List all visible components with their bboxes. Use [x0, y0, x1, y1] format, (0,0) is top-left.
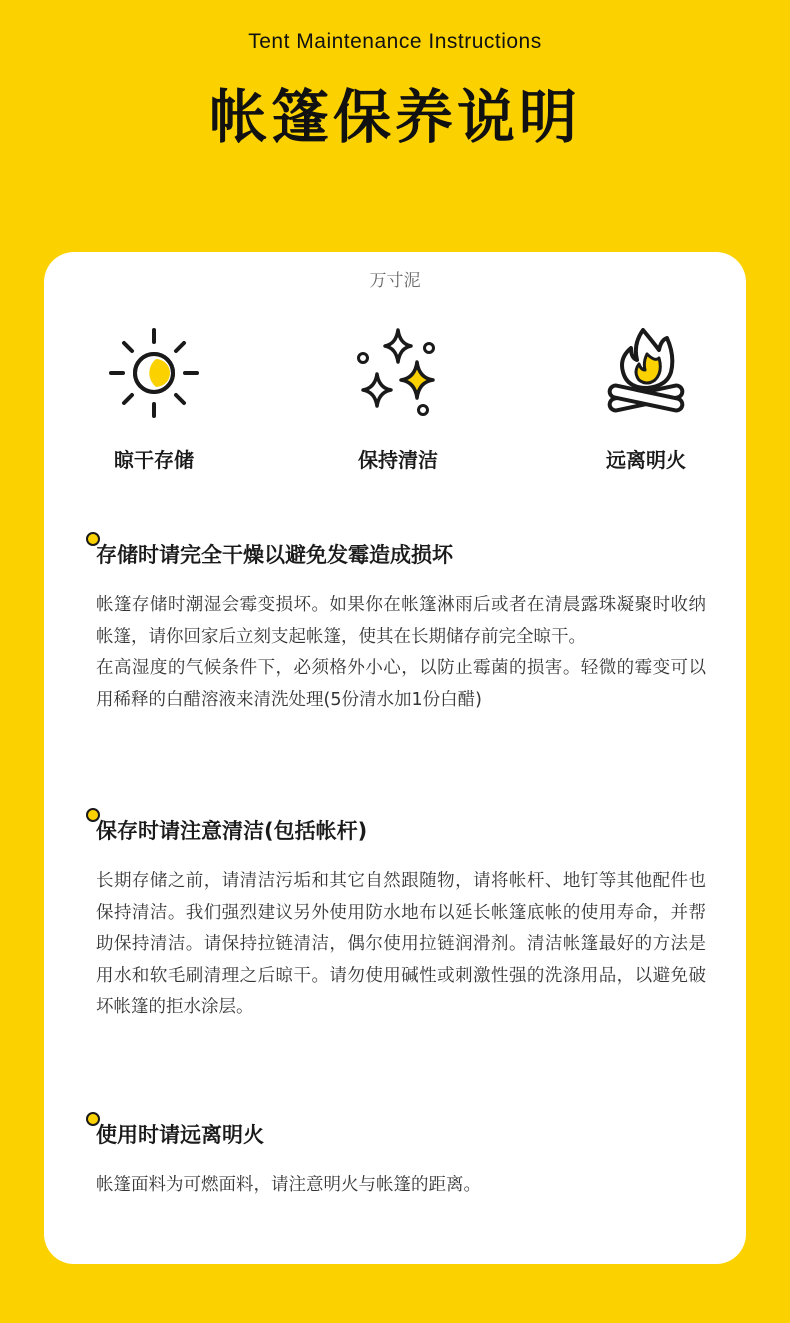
section-paragraph: 帐篷存储时潮湿会霉变损坏。如果你在帐篷淋雨后或者在清晨露珠凝聚时收纳帐篷，请你回家后立刻支起帐篷，使其在长期储存前完全晾干。 [96, 595, 706, 647]
section-paragraph: 在高湿度的气候条件下，必须格外小心，以防止霉菌的损害。轻微的霉变可以用稀释的白醋溶液来清洗处理(5份清水加1份白醋) [96, 658, 706, 710]
section-paragraph: 帐篷面料为可燃面料，请注意明火与帐篷的距离。 [96, 1175, 481, 1195]
section-body [96, 1170, 706, 1202]
page-subtitle: Tent Maintenance Instructions [248, 30, 542, 53]
watermark-text: 万寸泥 [369, 271, 421, 291]
section-heading: 存储时请完全干燥以避免发霉造成损坏 [96, 543, 453, 567]
feature-label-no-fire: 远离明火 [606, 448, 686, 472]
feature-keep-clean [298, 328, 498, 473]
bullet-dot-icon [86, 1112, 100, 1126]
sparkle-icon [353, 328, 443, 418]
section-heading: 使用时请远离明火 [96, 1123, 264, 1147]
bullet-dot-icon [86, 808, 100, 822]
page-title: 帐篷保养说明 [208, 83, 581, 151]
bullet-dot-icon [86, 532, 100, 546]
feature-dry-storage [54, 328, 254, 473]
section-no-fire [86, 1120, 706, 1202]
section-heading: 保存时请注意清洁(包括帐杆) [96, 819, 368, 843]
section-body [96, 590, 706, 716]
sun-icon [109, 328, 199, 418]
campfire-icon [601, 328, 691, 418]
section-dry-storage [86, 540, 706, 716]
feature-label-keep-clean: 保持清洁 [358, 448, 438, 472]
feature-label-dry-storage: 晾干存储 [114, 448, 194, 472]
content-card [44, 252, 746, 1264]
section-keep-clean [86, 816, 706, 1024]
feature-no-fire [546, 328, 746, 473]
section-paragraph: 长期存储之前，请清洁污垢和其它自然跟随物，请将帐杆、地钉等其他配件也保持清洁。我们强烈建议另外使用防水地布以延长帐篷底帐的使用寿命，并帮助保持清洁。请保持拉链清洁，偶尔使用拉链润滑剂。清洁帐篷最好的方法是用水和软毛刷清理之后晾干。请勿使用碱性或刺激性强的洗涤用品，以避免破坏帐篷的拒水涂层。 [96, 871, 706, 1017]
section-body [96, 866, 706, 1024]
